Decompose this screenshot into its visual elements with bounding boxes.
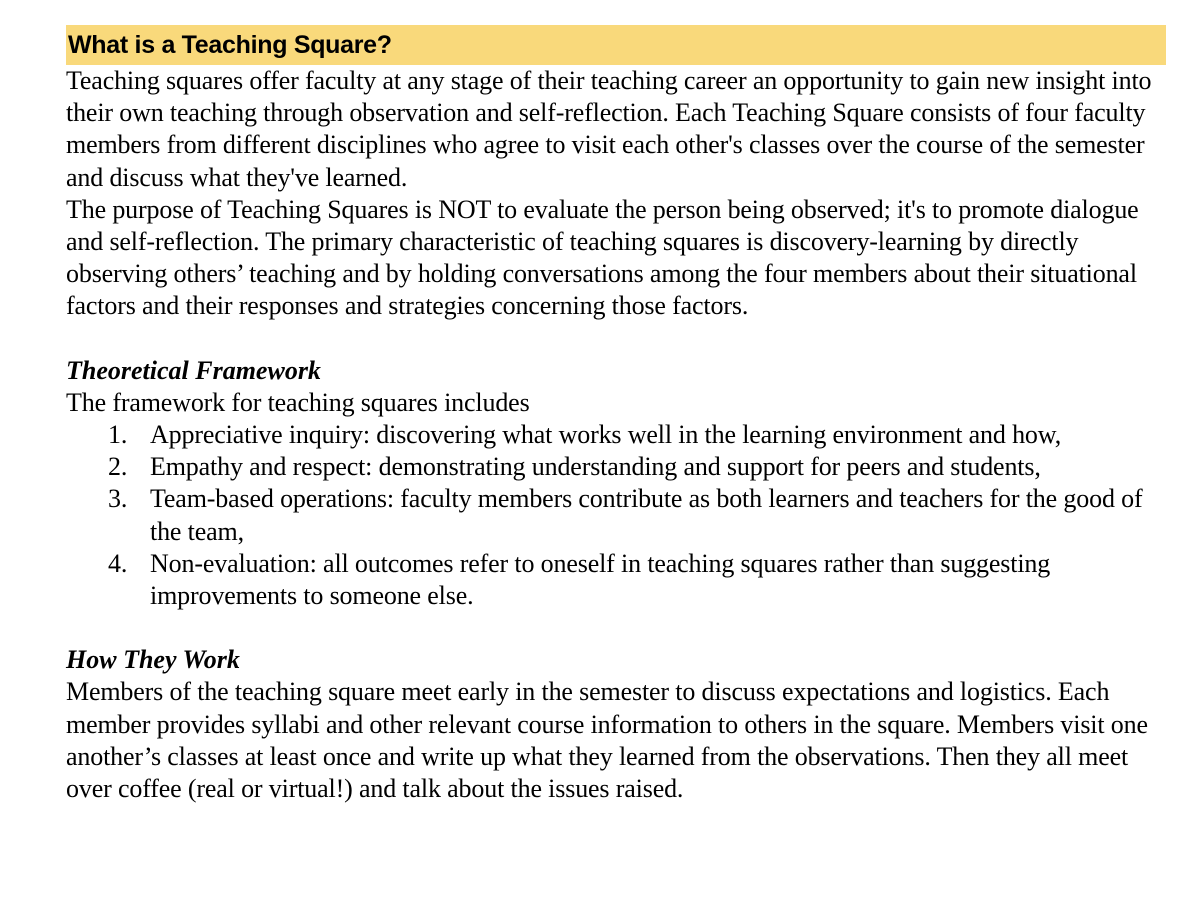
list-item-text: Empathy and respect: demonstrating understanding and support for peers and students, bbox=[150, 452, 1041, 482]
how-they-work-section-title: How They Work bbox=[66, 645, 240, 675]
framework-list bbox=[66, 419, 1166, 612]
framework-section-title: Theoretical Framework bbox=[66, 355, 321, 385]
list-item bbox=[66, 483, 1166, 547]
list-item bbox=[66, 548, 1166, 612]
list-item-text: Non-evaluation: all outcomes refer to oneself in teaching squares rather than suggesting improvements to someone else. bbox=[150, 548, 1051, 611]
list-item-text: Appreciative inquiry: discovering what works well in the learning environment and how, bbox=[150, 420, 1062, 450]
list-item-number: 4. bbox=[108, 548, 128, 578]
list-item bbox=[66, 419, 1166, 451]
heading-highlight-bar bbox=[66, 25, 1166, 65]
intro-paragraph: Teaching squares offer faculty at any stage of their teaching career an opportunity to gain new insight into their own teaching through observation and self-reflection. Each Teaching Square consists of four faculty members from different disciplines who agree to visit each other's classes over the course of the semester and discuss what they've learned. bbox=[66, 66, 1152, 192]
list-item bbox=[66, 451, 1166, 483]
framework-intro: The framework for teaching squares includes bbox=[66, 387, 530, 417]
document-page bbox=[66, 25, 1166, 805]
list-item-number: 3. bbox=[108, 484, 128, 514]
list-item-number: 2. bbox=[108, 452, 128, 482]
how-they-work-paragraph: Members of the teaching square meet early in the semester to discuss expectations and logistics. Each member provides syllabi and other relevant course information to others in the square. Members visit one another’s classes at least once and write up what they learned from the observations. Then they all meet over coffee (real or virtual!) and talk about the issues raised. bbox=[66, 677, 1148, 804]
list-item-text: Team-based operations: faculty members contribute as both learners and teachers for the good of the team, bbox=[150, 484, 1143, 546]
page-title: What is a Teaching Square? bbox=[68, 30, 392, 59]
list-item-number: 1. bbox=[108, 420, 128, 450]
purpose-paragraph: The purpose of Teaching Squares is NOT to evaluate the person being observed; it's to promote dialogue and self-reflection. The primary characteristic of teaching squares is discovery-learning by directly observing others’ teaching and by holding conversations among the four members about their situational factors and their responses and strategies concerning those factors. bbox=[66, 194, 1139, 321]
